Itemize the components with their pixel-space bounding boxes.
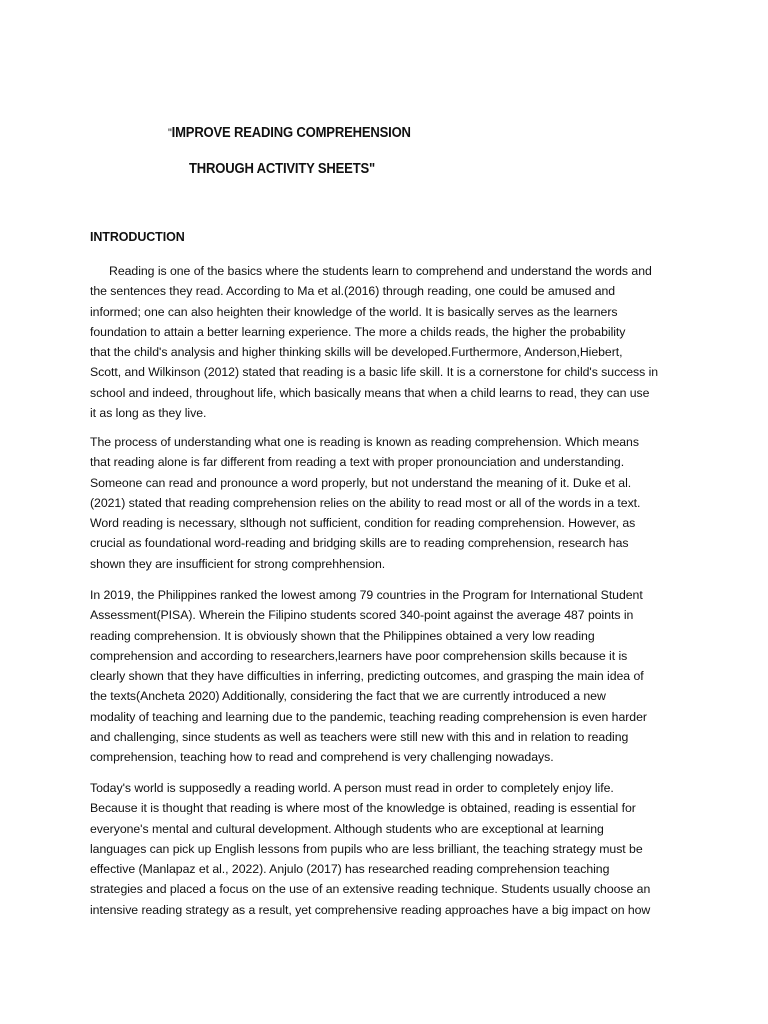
document-title-line-2: THROUGH ACTIVITY SHEETS": [189, 161, 376, 177]
paragraph-line: Scott, and Wilkinson (2012) stated that reading is a basic life skill. It is a cornerstone for child's success in: [90, 365, 659, 380]
paragraph-4: [90, 778, 680, 920]
paragraph-line: Reading is one of the basics where the students learn to comprehend and understand the words and: [109, 264, 652, 278]
paragraph-line: shown they are insufficient for strong comprehhension.: [90, 556, 386, 571]
paragraph-line: Because it is thought that reading is where most of the knowledge is obtained, reading is essential for: [90, 801, 636, 816]
paragraph-line: comprehension and according to researchers,learners have poor comprehension skills because it is: [90, 648, 628, 663]
paragraph-line: the texts(Ancheta 2020) Additionally, considering the fact that we are currently introduced a new: [90, 689, 606, 704]
paragraph-line: school and indeed, throughout life, which basically means that when a child learns to read, they can use: [90, 385, 650, 400]
paragraph-line: In 2019, the Philippines ranked the lowest among 79 countries in the Program for International Student: [90, 588, 643, 602]
paragraph-line: reading comprehension. It is obviously shown that the Philippines obtained a very low reading: [90, 628, 595, 643]
paragraph-line: informed; one can also heighten their knowledge of the world. It is basically serves as the learners: [90, 304, 618, 319]
paragraph-line: Today's world is supposedly a reading world. A person must read in order to completely enjoy life.: [90, 781, 614, 795]
paragraph-line: crucial as foundational word-reading and bridging skills are to reading comprehension, research has: [90, 536, 629, 551]
paragraph-line: that reading alone is far different from reading a text with proper pronounciation and understanding.: [90, 455, 625, 470]
title-open-quote: ": [168, 126, 172, 140]
paragraph-line: comprehension, teaching how to read and comprehend is very challenging nowadays.: [90, 750, 554, 765]
paragraph-3: [90, 585, 680, 768]
paragraph-line: and challenging, since students as well as teachers were still new with this and in relation to reading: [90, 730, 629, 745]
paragraph-line: intensive reading strategy as a result, yet comprehensive reading approaches have a big impact on how: [90, 902, 651, 917]
paragraph-line: The process of understanding what one is reading is known as reading comprehension. Which means: [90, 435, 639, 449]
paragraph-line: (2021) stated that reading comprehension relies on the ability to read most or all of the words in a text.: [90, 495, 641, 510]
paragraph-line: Assessment(PISA). Wherein the Filipino students scored 340-point against the average 487 points in: [90, 608, 634, 623]
paragraph-line: Someone can read and pronounce a word properly, but not understand the meaning of it. Duke et al.: [90, 475, 632, 490]
paragraph-line: strategies and placed a focus on the use of an extensive reading technique. Students usually choose an: [90, 882, 651, 897]
paragraph-line: the sentences they read. According to Ma et al.(2016) through reading, one could be amused and: [90, 284, 616, 299]
paragraph-line: it as long as they live.: [90, 406, 207, 421]
paragraph-line: everyone's mental and cultural development. Although students who are exceptional at learning: [90, 821, 604, 836]
paragraph-line: clearly shown that they have difficulties in inferring, predicting outcomes, and grasping the main idea of: [90, 669, 644, 684]
document-title-line-1: [168, 125, 411, 141]
paragraph-line: modality of teaching and learning due to the pandemic, teaching reading comprehension is even harder: [90, 709, 647, 724]
paragraph-line: Word reading is necessary, slthough not sufficient, condition for reading comprehension. However, as: [90, 516, 636, 531]
title-text-line-1: IMPROVE READING COMPREHENSION: [171, 125, 411, 141]
paragraph-line: effective (Manlapaz et al., 2022). Anjulo (2017) has researched reading comprehension teaching: [90, 862, 610, 877]
paragraph-line: that the child's analysis and higher thinking skills will be developed.Furthermore, Anderson,Hiebert,: [90, 345, 623, 360]
paragraph-line: foundation to attain a better learning experience. The more a childs reads, the higher the probability: [90, 324, 626, 339]
paragraph-2: [90, 432, 680, 574]
paragraph-1: [90, 261, 680, 423]
section-heading-introduction: INTRODUCTION: [90, 230, 185, 244]
paragraph-line: languages can pick up English lessons from pupils who are less brilliant, the teaching strategy must be: [90, 841, 643, 856]
